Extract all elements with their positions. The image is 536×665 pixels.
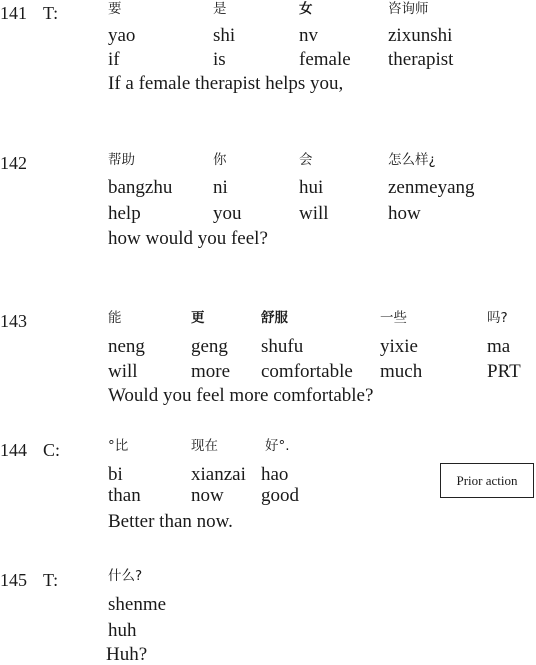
hanzi-word: 是	[213, 1, 227, 17]
gloss-word: much	[380, 361, 423, 382]
pinyin-word: zenmeyang	[388, 177, 475, 198]
hanzi-word: °比	[108, 438, 129, 454]
pinyin-word: bangzhu	[108, 177, 173, 198]
hanzi-word: 好°.	[265, 438, 290, 454]
pinyin-word: hao	[261, 464, 289, 485]
pinyin-word: shenme	[108, 594, 167, 615]
pinyin-word: bi	[108, 464, 123, 485]
gloss-word: how	[388, 203, 421, 224]
gloss-word: will	[108, 361, 138, 382]
gloss-word: female	[299, 49, 351, 70]
gloss-word: than	[108, 485, 141, 506]
hanzi-word: 吗?	[487, 310, 508, 326]
hanzi-word: 要	[108, 1, 122, 17]
hanzi-word: 更	[191, 310, 205, 326]
gloss-word: huh	[108, 620, 137, 641]
gloss-word: PRT	[487, 361, 521, 382]
gloss-word: you	[213, 203, 242, 224]
pinyin-word: ni	[213, 177, 228, 198]
hanzi-word: 能	[108, 310, 122, 326]
translation-line: If a female therapist helps you,	[108, 73, 344, 94]
pinyin-word: ma	[487, 336, 511, 357]
line-number: 143	[0, 311, 27, 331]
gloss-word: more	[191, 361, 231, 382]
hanzi-word: 现在	[191, 438, 218, 454]
hanzi-word: 咨询师	[388, 1, 429, 17]
translation-line: Huh?	[106, 644, 148, 665]
pinyin-word: neng	[108, 336, 145, 357]
prior-action-label: Prior action	[440, 463, 534, 498]
translation-line: Would you feel more comfortable?	[108, 385, 374, 406]
gloss-word: will	[299, 203, 329, 224]
gloss-word: comfortable	[261, 361, 353, 382]
gloss-word: help	[108, 203, 141, 224]
pinyin-word: xianzai	[191, 464, 246, 485]
hanzi-word: 会	[299, 152, 313, 168]
gloss-word: good	[261, 485, 299, 506]
pinyin-word: nv	[299, 25, 318, 46]
pinyin-word: zixunshi	[388, 25, 453, 46]
line-number: 144	[0, 440, 27, 460]
hanzi-word: 你	[213, 152, 227, 168]
hanzi-word: 舒服	[261, 310, 288, 326]
pinyin-word: hui	[299, 177, 324, 198]
hanzi-word: 女	[299, 1, 313, 17]
speaker-label: T:	[43, 3, 59, 23]
line-number: 141	[0, 3, 27, 23]
gloss-word: if	[108, 49, 120, 70]
pinyin-word: yao	[108, 25, 136, 46]
hanzi-word: 一些	[380, 310, 407, 326]
translation-line: how would you feel?	[108, 228, 268, 249]
line-number: 145	[0, 570, 27, 590]
pinyin-word: shufu	[261, 336, 304, 357]
pinyin-word: geng	[191, 336, 228, 357]
line-number: 142	[0, 153, 27, 173]
hanzi-word: 怎么样¿	[388, 152, 436, 168]
pinyin-word: yixie	[380, 336, 418, 357]
translation-line: Better than now.	[108, 511, 233, 532]
hanzi-word: 帮助	[108, 152, 135, 168]
gloss-word: is	[213, 49, 226, 70]
pinyin-word: shi	[213, 25, 236, 46]
gloss-word: now	[191, 485, 224, 506]
hanzi-word: 什么?	[108, 568, 143, 584]
gloss-word: therapist	[388, 49, 454, 70]
speaker-label: T:	[43, 570, 59, 590]
speaker-label: C:	[43, 440, 61, 460]
